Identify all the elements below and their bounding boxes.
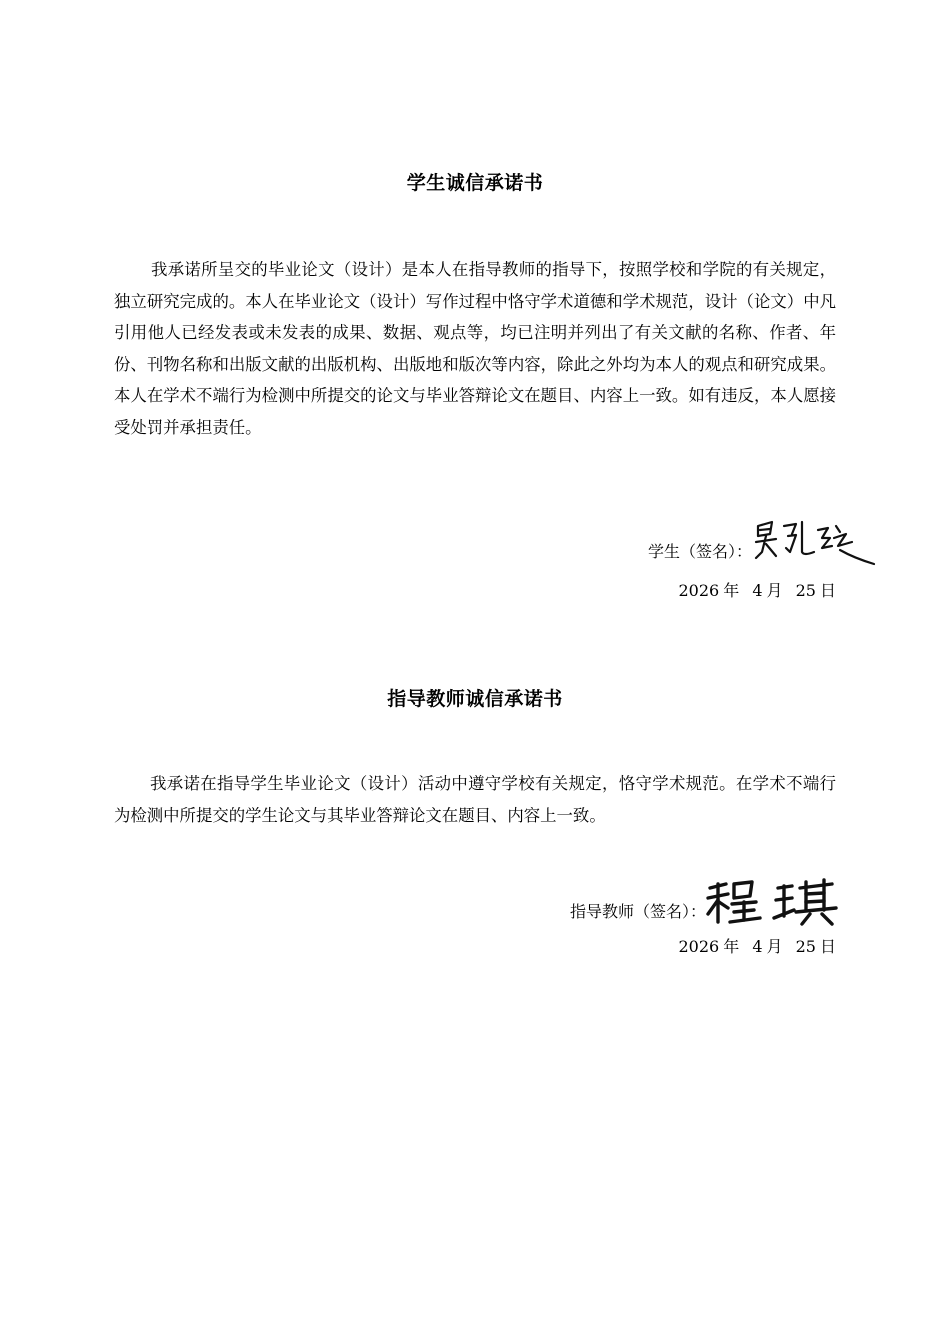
student-date xyxy=(679,578,837,601)
advisor-pledge-body: 我承诺在指导学生毕业论文（设计）活动中遵守学校有关规定，恪守学术规范。在学术不端行为检测中所提交的学生论文与其毕业答辩论文在题目、内容上一致。 xyxy=(114,774,836,825)
advisor-date-month: 4 xyxy=(752,937,763,956)
advisor-date-month-unit: 月 xyxy=(766,937,783,956)
student-pledge-body: 我承诺所呈交的毕业论文（设计）是本人在指导教师的指导下，按照学校和学院的有关规定，独立研究完成的。本人在毕业论文（设计）写作过程中恪守学术道德和学术规范，设计（论文）中凡引用他人已经发表或未发表的成果、数据、观点等，均已注明并列出了有关文献的名称、作者、年份、刊物名称和出版文献的出版机构、出版地和版次等内容，除此之外均为本人的观点和研究成果。本人在学术不端行为检测中所提交的论文与毕业答辩论文在题目、内容上一致。如有违反，本人愿接受处罚并承担责任。 xyxy=(114,260,836,437)
student-pledge-title: 学生诚信承诺书 xyxy=(406,172,544,194)
student-date-day: 25 xyxy=(795,581,816,600)
advisor-date xyxy=(679,934,837,957)
advisor-date-day-unit: 日 xyxy=(819,937,836,956)
advisor-pledge-title: 指导教师诚信承诺书 xyxy=(387,688,563,710)
student-date-year-unit: 年 xyxy=(723,581,740,600)
student-signature-label: 学生（签名）： xyxy=(647,542,752,561)
advisor-date-day: 25 xyxy=(795,937,816,956)
advisor-signature-line xyxy=(570,878,838,926)
advisor-date-year-unit: 年 xyxy=(723,937,740,956)
student-handwritten-signature xyxy=(752,512,880,568)
student-date-month-unit: 月 xyxy=(766,581,783,600)
advisor-signature-label: 指导教师（签名）： xyxy=(569,902,706,921)
student-date-month: 4 xyxy=(752,581,763,600)
advisor-handwritten-signature xyxy=(706,878,838,926)
student-date-year: 2026 xyxy=(678,581,720,600)
student-signature-line xyxy=(648,512,880,568)
student-date-day-unit: 日 xyxy=(819,581,836,600)
advisor-date-year: 2026 xyxy=(678,937,720,956)
